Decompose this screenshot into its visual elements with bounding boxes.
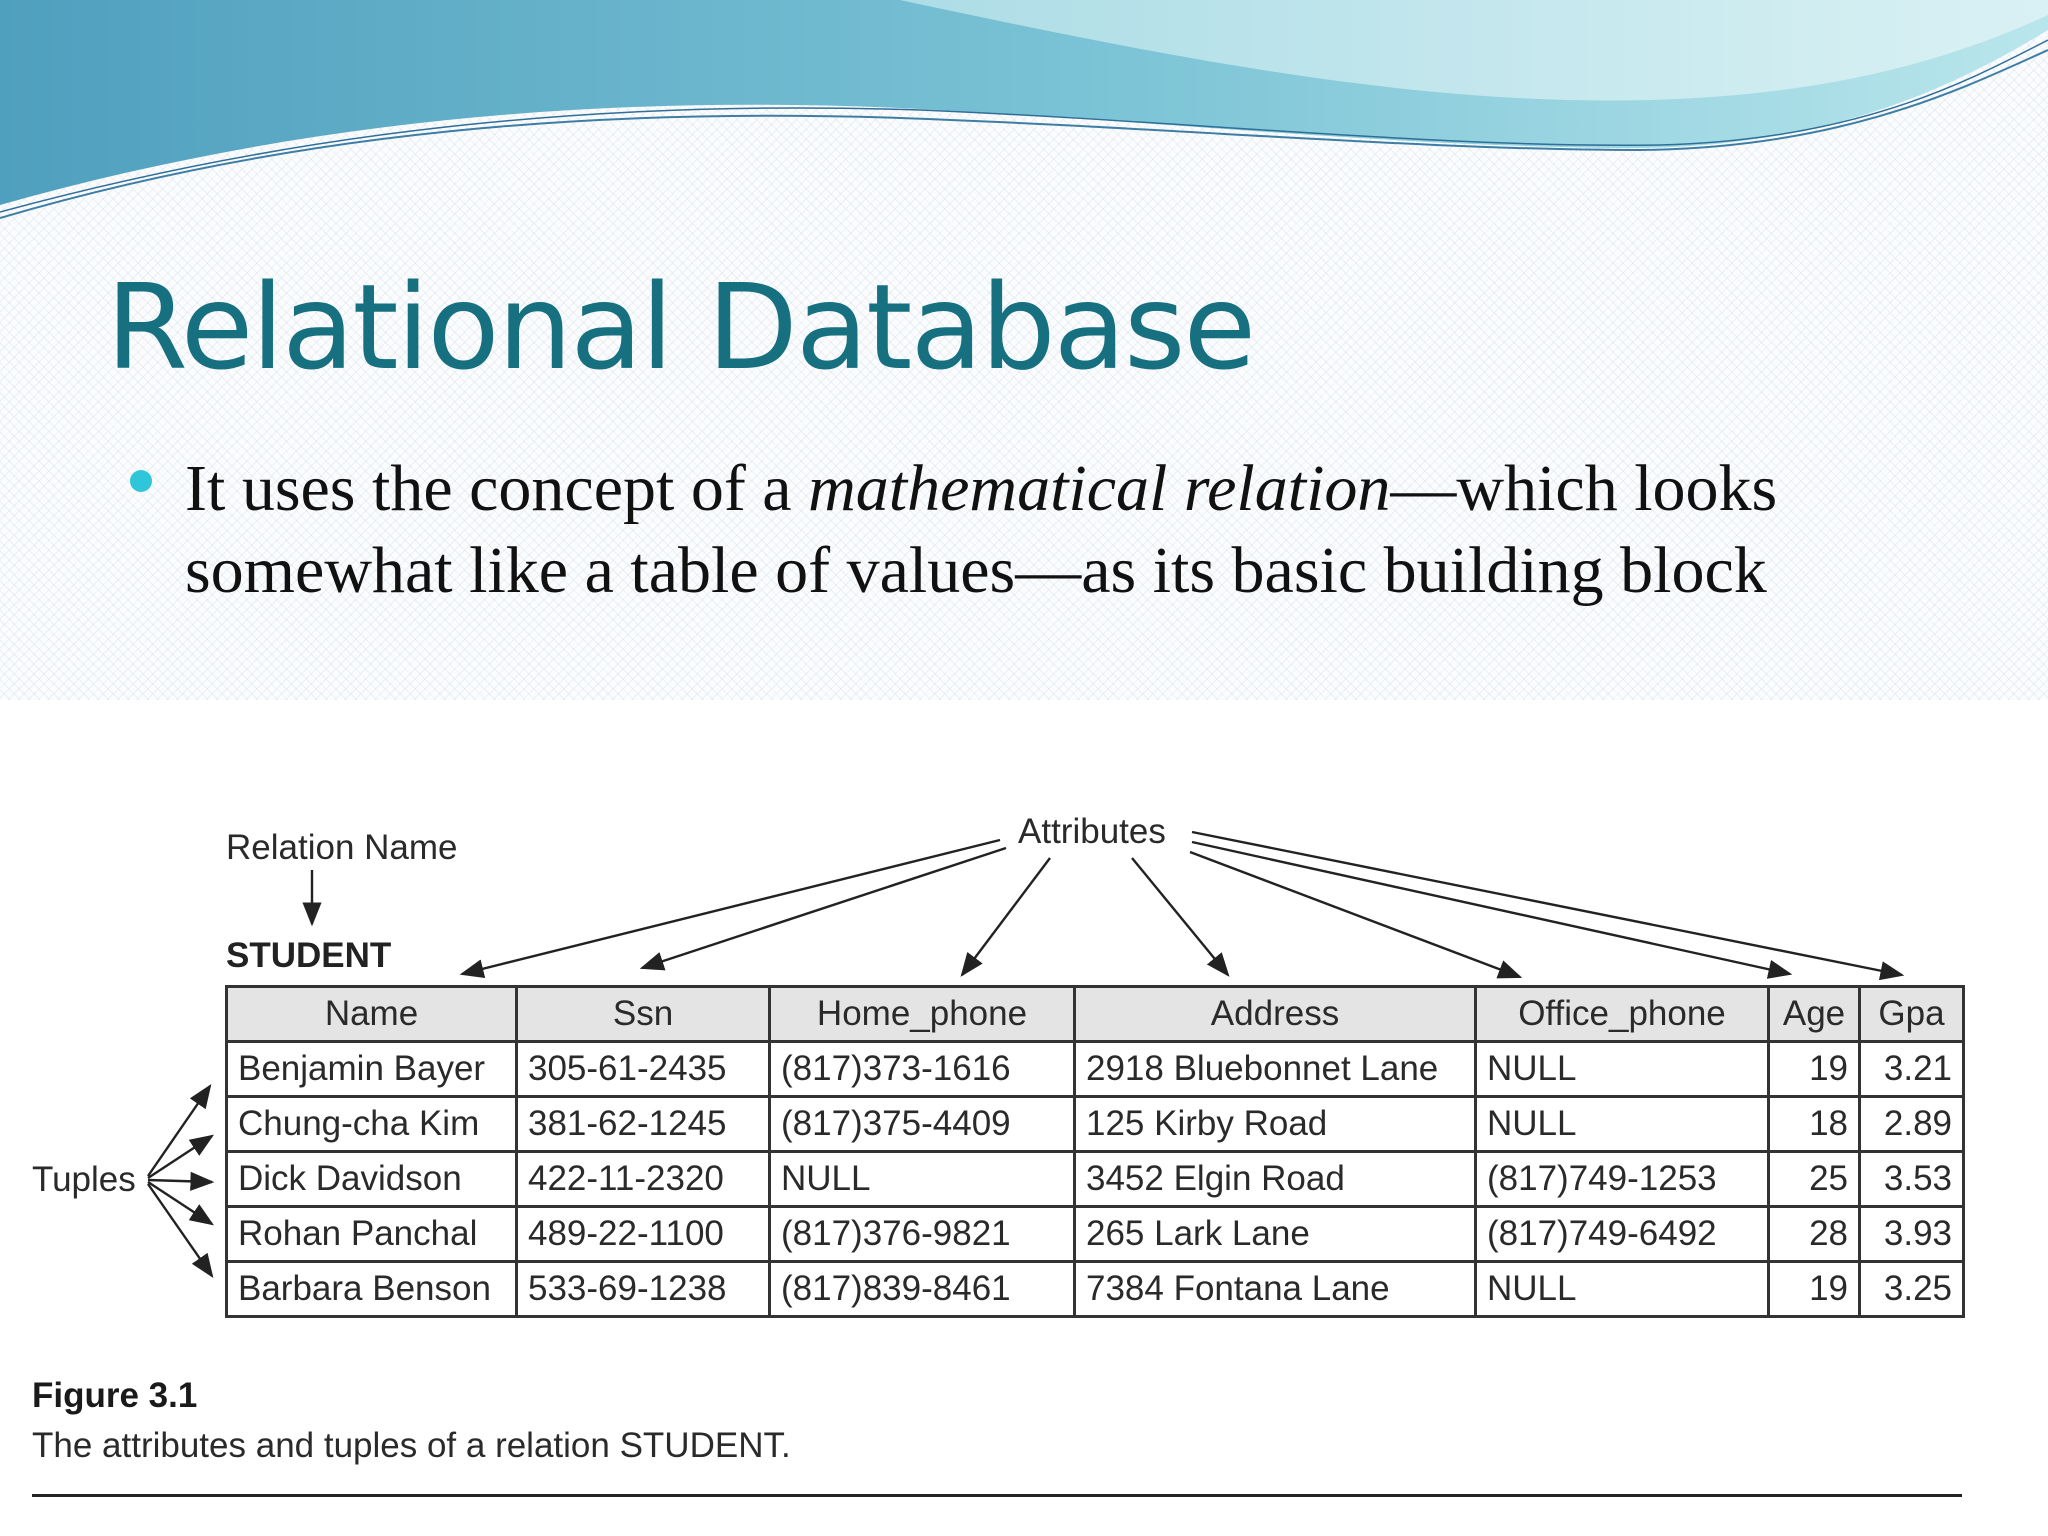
cell-name: Rohan Panchal (227, 1207, 517, 1262)
table-row (227, 1262, 1964, 1317)
cell-ssn: 533-69-1238 (517, 1262, 770, 1317)
column-header-home-phone: Home_phone (770, 987, 1075, 1042)
attributes-label: Attributes (1018, 812, 1166, 851)
cell-gpa: 3.21 (1860, 1042, 1964, 1097)
cell-home-phone: (817)839-8461 (770, 1262, 1075, 1317)
cell-ssn: 422-11-2320 (517, 1152, 770, 1207)
attribute-arrow-name (462, 840, 1000, 974)
tuples-label: Tuples (32, 1160, 136, 1199)
figure-number: Figure 3.1 (32, 1376, 198, 1415)
cell-gpa: 3.53 (1860, 1152, 1964, 1207)
cell-office-phone: NULL (1476, 1262, 1769, 1317)
attribute-arrow-age (1192, 842, 1790, 974)
attribute-arrow-home-phone (962, 858, 1050, 975)
slide-title: Relational Database (106, 258, 1255, 396)
cell-name: Benjamin Bayer (227, 1042, 517, 1097)
bullet-text-end: —which looks somewhat like a table of values—as its basic building block (185, 452, 1778, 607)
cell-address: 2918 Bluebonnet Lane (1075, 1042, 1476, 1097)
student-relation-table (225, 985, 1965, 1318)
tuple-arrow-1 (148, 1086, 210, 1176)
cell-address: 125 Kirby Road (1075, 1097, 1476, 1152)
bullet-text-start: It uses the concept of a (185, 452, 809, 525)
cell-home-phone: (817)373-1616 (770, 1042, 1075, 1097)
attribute-arrow-gpa (1192, 832, 1902, 975)
table-row (227, 1152, 1964, 1207)
table-row (227, 1042, 1964, 1097)
cell-gpa: 2.89 (1860, 1097, 1964, 1152)
bullet-emphasis: mathematical relation (808, 452, 1391, 525)
cell-office-phone: NULL (1476, 1097, 1769, 1152)
cell-age: 19 (1769, 1042, 1860, 1097)
cell-ssn: 305-61-2435 (517, 1042, 770, 1097)
cell-ssn: 381-62-1245 (517, 1097, 770, 1152)
cell-address: 265 Lark Lane (1075, 1207, 1476, 1262)
tuple-arrow-5 (148, 1184, 212, 1276)
cell-address: 3452 Elgin Road (1075, 1152, 1476, 1207)
column-header-gpa: Gpa (1860, 987, 1964, 1042)
cell-home-phone: (817)375-4409 (770, 1097, 1075, 1152)
tuple-arrow-2 (148, 1136, 212, 1178)
figure-divider (32, 1494, 1962, 1497)
cell-age: 28 (1769, 1207, 1860, 1262)
cell-home-phone: (817)376-9821 (770, 1207, 1075, 1262)
table-header-row (227, 987, 1964, 1042)
figure-caption: The attributes and tuples of a relation STUDENT. (32, 1426, 791, 1465)
cell-name: Chung-cha Kim (227, 1097, 517, 1152)
relation-title: STUDENT (226, 936, 392, 975)
column-header-office-phone: Office_phone (1476, 987, 1769, 1042)
cell-address: 7384 Fontana Lane (1075, 1262, 1476, 1317)
cell-age: 19 (1769, 1262, 1860, 1317)
table-row (227, 1207, 1964, 1262)
column-header-address: Address (1075, 987, 1476, 1042)
column-header-ssn: Ssn (517, 987, 770, 1042)
tuple-arrow-4 (148, 1182, 212, 1224)
relation-name-label: Relation Name (226, 828, 458, 867)
tuple-arrow-3 (148, 1180, 212, 1182)
column-header-age: Age (1769, 987, 1860, 1042)
cell-ssn: 489-22-1100 (517, 1207, 770, 1262)
cell-name: Dick Davidson (227, 1152, 517, 1207)
cell-gpa: 3.93 (1860, 1207, 1964, 1262)
table-row (227, 1097, 1964, 1152)
cell-name: Barbara Benson (227, 1262, 517, 1317)
attribute-arrow-address (1132, 858, 1228, 975)
attribute-arrow-ssn (642, 848, 1006, 968)
cell-age: 25 (1769, 1152, 1860, 1207)
cell-office-phone: NULL (1476, 1042, 1769, 1097)
attribute-arrow-office-phone (1190, 852, 1520, 977)
cell-home-phone: NULL (770, 1152, 1075, 1207)
cell-office-phone: (817)749-6492 (1476, 1207, 1769, 1262)
column-header-name: Name (227, 987, 517, 1042)
cell-office-phone: (817)749-1253 (1476, 1152, 1769, 1207)
cell-age: 18 (1769, 1097, 1860, 1152)
cell-gpa: 3.25 (1860, 1262, 1964, 1317)
